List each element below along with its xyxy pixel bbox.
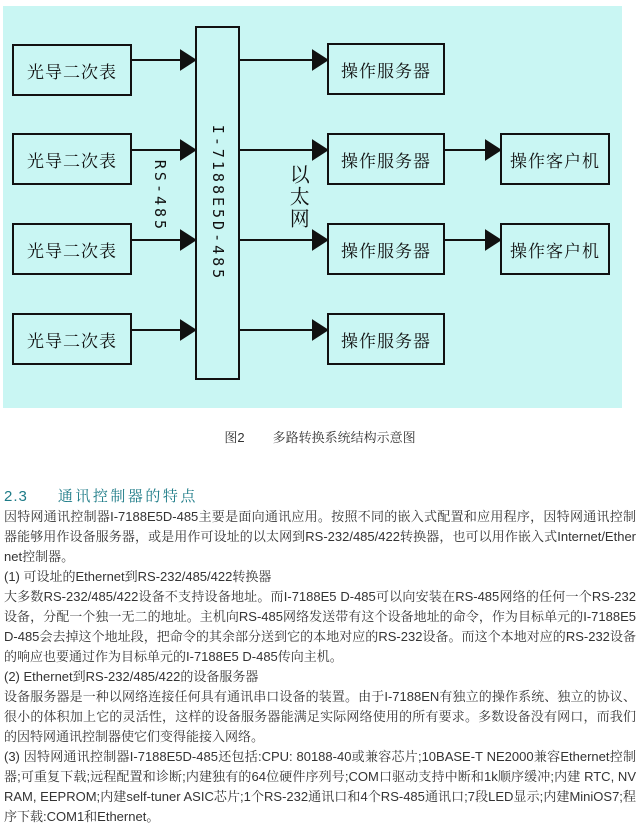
- paragraph-item2-body: 设备服务器是一种以网络连接任何具有通讯串口设备的装置。由于I-7188EN有独立的操作系统、独立的协议、很小的体积加上它的灵活性，这样的设备服务器能满足实际网络使用的所有要求。多数设备没有网口，而我们的因特网通讯控制器使它们变得能接入网络。: [4, 689, 636, 744]
- section-number: 2.3: [4, 488, 28, 505]
- node-label: 操作服务器: [341, 61, 431, 81]
- node-converter-i7188e5d485: [195, 26, 240, 380]
- ethernet-label: 以太网: [286, 164, 309, 230]
- node-op-server-4: [327, 313, 445, 365]
- node-optical-meter-3: [12, 223, 132, 275]
- paragraph-item3-body: (3) 因特网通讯控制器I-7188E5D-485还包括:CPU: 80188-40或兼容芯片;10BASE-T NE2000兼容Ethernet控制器;可重复下载;远程配置和诊断;内建独有的64位硬件序列号;COM口驱动支持中断和1k顺序缓冲;内建 RTC, NVRAM, EEPROM;内建self-tuner ASIC芯片;1个RS-232通讯口和4个RS-485通讯口;7段LED显示;内建MiniOS7;程序下载:COM1和Ethernet。: [4, 749, 636, 824]
- node-label: 操作服务器: [341, 331, 431, 351]
- section-title: 通讯控制器的特点: [57, 488, 198, 505]
- section-heading: [4, 487, 636, 507]
- node-label: 光导二次表: [27, 331, 117, 351]
- node-optical-meter-2: [12, 133, 132, 185]
- paragraph-item2-heading: (2) Ethernet到RS-232/485/422的设备服务器: [4, 669, 259, 684]
- paragraph-item1-heading: (1) 可设址的Ethernet到RS-232/485/422转换器: [4, 569, 272, 584]
- paragraph-item1-body: 大多数RS-232/485/422设备不支持设备地址。而I-7188E5 D-485可以向安装在RS-485网络的任何一个RS-232设备，分配一个独一无二的地址。主机向RS-485网络发送带有这个设备地址的命令，作为目标单元的I-7188E5 D-485会去掉这个地址段，把命令的其余部分送到它的本地对应的RS-232设备。而这个本地对应的RS-232设备的响应也要通过作为目标单元的I-7188E5 D-485传向主机。: [4, 589, 636, 664]
- node-label: 光导二次表: [27, 62, 117, 82]
- figure-title: 多路转换系统结构示意图: [272, 430, 416, 445]
- node-label: 光导二次表: [27, 241, 117, 261]
- node-op-server-1: [327, 43, 445, 95]
- node-op-client-2: [500, 223, 610, 275]
- converter-label: I-7188E5D-485: [208, 124, 227, 282]
- node-label: 光导二次表: [27, 151, 117, 171]
- system-structure-diagram: [3, 6, 622, 408]
- node-op-server-2: [327, 133, 445, 185]
- figure-caption: [0, 427, 640, 446]
- node-optical-meter-4: [12, 313, 132, 365]
- figure-number: 图2: [224, 430, 245, 445]
- node-optical-meter-1: [12, 44, 132, 96]
- node-label: 操作客户机: [510, 151, 600, 171]
- node-op-client-1: [500, 133, 610, 185]
- node-label: 操作服务器: [341, 241, 431, 261]
- paragraph-intro: 因特网通讯控制器I-7188E5D-485主要是面向通讯应用。按照不同的嵌入式配置和应用程序，因特网通讯控制器能够用作设备服务器，或是用作可设址的以太网到RS-232/485/422转换器，也可以用作嵌入式Internet/Ethernet控制器。: [4, 509, 636, 564]
- body-text: [4, 487, 636, 827]
- node-label: 操作服务器: [341, 151, 431, 171]
- rs485-bus-label: RS-485: [151, 159, 169, 233]
- node-op-server-3: [327, 223, 445, 275]
- node-label: 操作客户机: [510, 241, 600, 261]
